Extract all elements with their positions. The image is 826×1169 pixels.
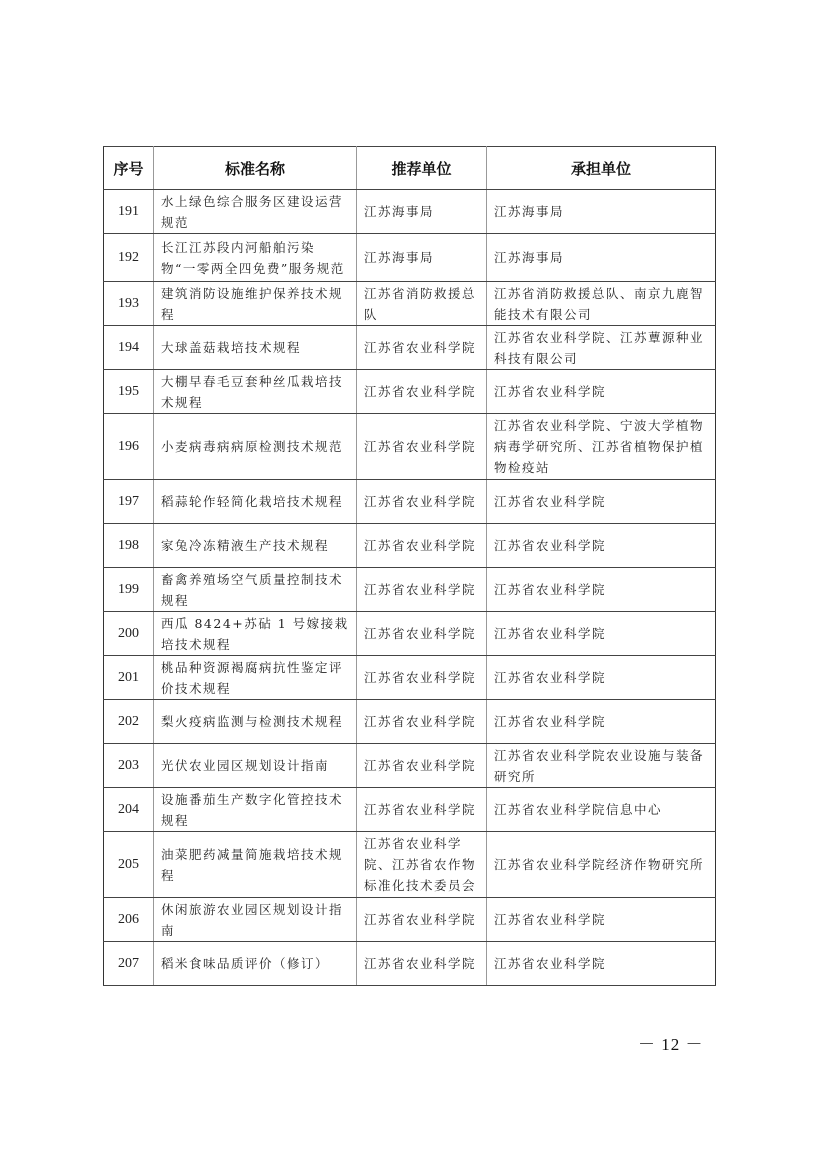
cell-standard-name: 畜禽养殖场空气质量控制技术规程 bbox=[154, 568, 357, 612]
cell-undertaking-unit: 江苏省农业科学院、宁波大学植物病毒学研究所、江苏省植物保护植物检疫站 bbox=[487, 414, 716, 480]
cell-standard-name: 长江江苏段内河船舶污染物“一零两全四免费”服务规范 bbox=[154, 234, 357, 282]
cell-serial-number: 197 bbox=[104, 480, 154, 524]
cell-serial-number: 191 bbox=[104, 190, 154, 234]
table-row bbox=[104, 234, 716, 282]
cell-standard-name: 建筑消防设施维护保养技术规程 bbox=[154, 282, 357, 326]
cell-standard-name: 家兔冷冻精液生产技术规程 bbox=[154, 524, 357, 568]
table-row bbox=[104, 612, 716, 656]
cell-undertaking-unit: 江苏省农业科学院 bbox=[487, 656, 716, 700]
table-row bbox=[104, 832, 716, 898]
table-body bbox=[104, 190, 716, 986]
cell-recommending-unit: 江苏省农业科学院 bbox=[357, 568, 487, 612]
cell-standard-name: 西瓜 8424+苏砧 1 号嫁接栽培技术规程 bbox=[154, 612, 357, 656]
cell-recommending-unit: 江苏省农业科学院 bbox=[357, 898, 487, 942]
cell-undertaking-unit: 江苏省农业科学院 bbox=[487, 524, 716, 568]
cell-serial-number: 201 bbox=[104, 656, 154, 700]
cell-undertaking-unit: 江苏省农业科学院农业设施与装备研究所 bbox=[487, 744, 716, 788]
cell-undertaking-unit: 江苏省农业科学院 bbox=[487, 612, 716, 656]
table-row bbox=[104, 370, 716, 414]
cell-recommending-unit: 江苏省农业科学院 bbox=[357, 370, 487, 414]
cell-recommending-unit: 江苏省农业科学院 bbox=[357, 942, 487, 986]
table-row bbox=[104, 898, 716, 942]
cell-recommending-unit: 江苏省农业科学院 bbox=[357, 524, 487, 568]
header-undertaking-unit: 承担单位 bbox=[487, 147, 716, 190]
cell-standard-name: 油菜肥药减量简施栽培技术规程 bbox=[154, 832, 357, 898]
cell-standard-name: 休闲旅游农业园区规划设计指南 bbox=[154, 898, 357, 942]
cell-standard-name: 大棚早春毛豆套种丝瓜栽培技术规程 bbox=[154, 370, 357, 414]
table-row bbox=[104, 942, 716, 986]
cell-undertaking-unit: 江苏海事局 bbox=[487, 190, 716, 234]
cell-undertaking-unit: 江苏省农业科学院 bbox=[487, 898, 716, 942]
table-row bbox=[104, 190, 716, 234]
cell-recommending-unit: 江苏省农业科学院 bbox=[357, 326, 487, 370]
cell-serial-number: 195 bbox=[104, 370, 154, 414]
cell-serial-number: 205 bbox=[104, 832, 154, 898]
cell-serial-number: 192 bbox=[104, 234, 154, 282]
cell-serial-number: 193 bbox=[104, 282, 154, 326]
cell-serial-number: 202 bbox=[104, 700, 154, 744]
cell-recommending-unit: 江苏省农业科学院 bbox=[357, 414, 487, 480]
cell-recommending-unit: 江苏省农业科学院 bbox=[357, 700, 487, 744]
cell-standard-name: 设施番茄生产数字化管控技术规程 bbox=[154, 788, 357, 832]
cell-undertaking-unit: 江苏省消防救援总队、南京九鹿智能技术有限公司 bbox=[487, 282, 716, 326]
cell-undertaking-unit: 江苏省农业科学院、江苏蕈源种业科技有限公司 bbox=[487, 326, 716, 370]
table-row bbox=[104, 788, 716, 832]
cell-serial-number: 203 bbox=[104, 744, 154, 788]
cell-recommending-unit: 江苏省消防救援总队 bbox=[357, 282, 487, 326]
table-row bbox=[104, 414, 716, 480]
header-standard-name: 标准名称 bbox=[154, 147, 357, 190]
cell-standard-name: 梨火疫病监测与检测技术规程 bbox=[154, 700, 357, 744]
cell-serial-number: 200 bbox=[104, 612, 154, 656]
cell-serial-number: 207 bbox=[104, 942, 154, 986]
page-number: － 12 － bbox=[638, 1035, 704, 1054]
cell-undertaking-unit: 江苏省农业科学院信息中心 bbox=[487, 788, 716, 832]
table-header-row bbox=[104, 147, 716, 190]
table-row bbox=[104, 524, 716, 568]
cell-undertaking-unit: 江苏省农业科学院 bbox=[487, 700, 716, 744]
cell-recommending-unit: 江苏省农业科学院 bbox=[357, 788, 487, 832]
table-row bbox=[104, 568, 716, 612]
table-row bbox=[104, 744, 716, 788]
table-row bbox=[104, 282, 716, 326]
cell-serial-number: 199 bbox=[104, 568, 154, 612]
cell-standard-name: 桃品种资源褐腐病抗性鉴定评价技术规程 bbox=[154, 656, 357, 700]
cell-recommending-unit: 江苏海事局 bbox=[357, 190, 487, 234]
cell-serial-number: 196 bbox=[104, 414, 154, 480]
cell-recommending-unit: 江苏省农业科学院 bbox=[357, 480, 487, 524]
table-row bbox=[104, 656, 716, 700]
cell-serial-number: 194 bbox=[104, 326, 154, 370]
cell-serial-number: 204 bbox=[104, 788, 154, 832]
header-recommending-unit: 推荐单位 bbox=[357, 147, 487, 190]
cell-undertaking-unit: 江苏省农业科学院 bbox=[487, 370, 716, 414]
header-serial-number: 序号 bbox=[104, 147, 154, 190]
cell-undertaking-unit: 江苏省农业科学院 bbox=[487, 480, 716, 524]
cell-standard-name: 稻米食味品质评价（修订） bbox=[154, 942, 357, 986]
cell-standard-name: 稻蒜轮作轻简化栽培技术规程 bbox=[154, 480, 357, 524]
cell-recommending-unit: 江苏省农业科学院 bbox=[357, 656, 487, 700]
cell-undertaking-unit: 江苏省农业科学院经济作物研究所 bbox=[487, 832, 716, 898]
cell-standard-name: 大球盖菇栽培技术规程 bbox=[154, 326, 357, 370]
cell-undertaking-unit: 江苏海事局 bbox=[487, 234, 716, 282]
cell-recommending-unit: 江苏省农业科学院、江苏省农作物标准化技术委员会 bbox=[357, 832, 487, 898]
cell-standard-name: 小麦病毒病病原检测技术规范 bbox=[154, 414, 357, 480]
cell-undertaking-unit: 江苏省农业科学院 bbox=[487, 942, 716, 986]
cell-undertaking-unit: 江苏省农业科学院 bbox=[487, 568, 716, 612]
standards-table bbox=[103, 146, 716, 986]
table-row bbox=[104, 326, 716, 370]
cell-recommending-unit: 江苏省农业科学院 bbox=[357, 612, 487, 656]
table-row bbox=[104, 480, 716, 524]
cell-standard-name: 水上绿色综合服务区建设运营规范 bbox=[154, 190, 357, 234]
cell-serial-number: 198 bbox=[104, 524, 154, 568]
cell-serial-number: 206 bbox=[104, 898, 154, 942]
cell-standard-name: 光伏农业园区规划设计指南 bbox=[154, 744, 357, 788]
cell-recommending-unit: 江苏海事局 bbox=[357, 234, 487, 282]
table-row bbox=[104, 700, 716, 744]
cell-recommending-unit: 江苏省农业科学院 bbox=[357, 744, 487, 788]
